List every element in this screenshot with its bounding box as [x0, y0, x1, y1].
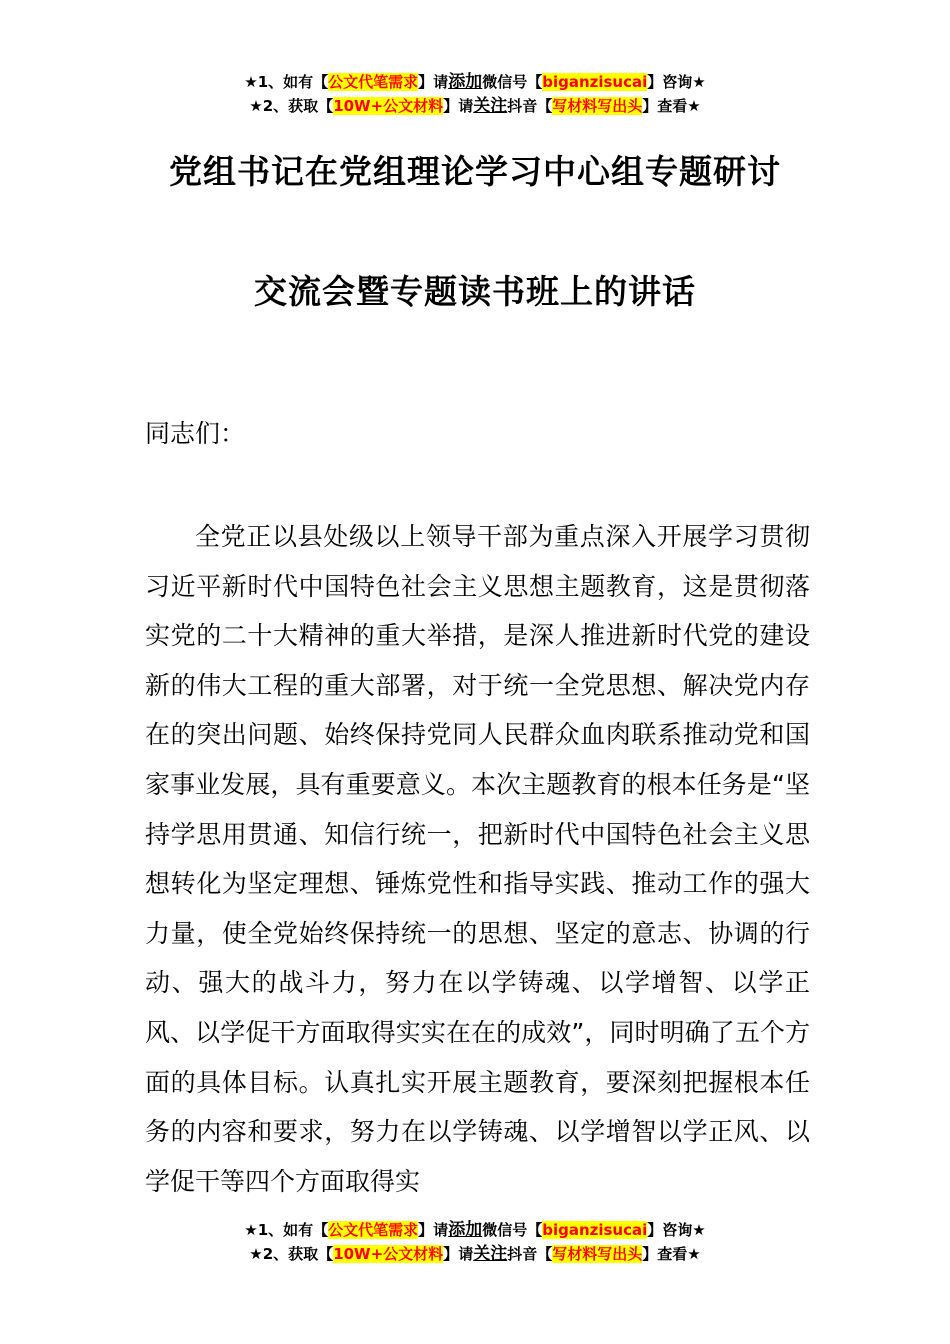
banner-text: 】咨询★ — [647, 73, 706, 91]
banner-line-1 — [0, 1218, 950, 1242]
banner-text: ★2、获取【 — [249, 1245, 334, 1263]
banner-text: 】请 — [443, 97, 474, 115]
banner-text: ★1、如有【 — [244, 73, 329, 91]
banner-line-1 — [0, 70, 950, 94]
banner-text: 】请 — [443, 1245, 474, 1263]
banner-text: 】咨询★ — [647, 1221, 706, 1239]
banner-highlight: biganzisucai — [542, 73, 648, 91]
header-banner — [0, 70, 950, 118]
banner-highlight: 公文代笔需求 — [328, 1221, 419, 1239]
banner-text: 抖音【 — [507, 1245, 553, 1263]
footer-banner — [0, 1218, 950, 1266]
banner-underline: 添加 — [448, 1220, 483, 1240]
banner-highlight: 10W+公文材料 — [333, 97, 444, 115]
banner-text: 微信号【 — [482, 1221, 543, 1239]
banner-text: 】请 — [418, 73, 449, 91]
banner-underline: 添加 — [448, 72, 483, 92]
banner-text: 抖音【 — [507, 97, 553, 115]
banner-text: 】请 — [418, 1221, 449, 1239]
banner-highlight: 10W+公文材料 — [333, 1245, 444, 1263]
banner-highlight: biganzisucai — [542, 1221, 648, 1239]
banner-line-2 — [0, 94, 950, 118]
banner-highlight: 写材料写出头 — [552, 97, 643, 115]
banner-text: ★2、获取【 — [249, 97, 334, 115]
banner-highlight: 公文代笔需求 — [328, 73, 419, 91]
document-title-line-2: 交流会暨专题读书班上的讲话 — [254, 272, 696, 311]
banner-underline: 关注 — [473, 96, 508, 116]
banner-text: 微信号【 — [482, 73, 543, 91]
banner-text: ★1、如有【 — [244, 1221, 329, 1239]
banner-highlight: 写材料写出头 — [552, 1245, 643, 1263]
salutation: 同志们： — [145, 419, 246, 448]
banner-line-2 — [0, 1242, 950, 1266]
body-paragraph: 全党正以县处级以上领导干部为重点深入开展学习贯彻习近平新时代中国特色社会主义思想主题教育，这是贯彻落实党的二十大精神的重大举措，是深人推进新时代党的建设新的伟大工程的重大部署，对于统一全党思想、解决党内存在的突出问题、始终保持党同人民群众血肉联系推动党和国家事业发展，具有重要意义。本次主题教育的根本任务是“坚持学思用贯通、知信行统一，把新时代中国特色社会主义思想转化为坚定理想、锤炼党性和指导实践、推动工作的强大力量，使全党始终保持统一的思想、坚定的意志、协调的行动、强大的战斗力，努力在以学铸魂、以学增智、以学正风、以学促干方面取得实实在在的成效”，同时明确了五个方面的具体目标。认真扎实开展主题教育，要深刻把握根本任务的内容和要求，努力在以学铸魂、以学增智以学正风、以学促干等四个方面取得实 — [145, 522, 810, 1196]
banner-text: 】查看★ — [642, 1245, 701, 1263]
banner-text: 】查看★ — [642, 97, 701, 115]
document-title-line-1: 党组书记在党组理论学习中心组专题研讨 — [169, 152, 781, 191]
banner-underline: 关注 — [473, 1244, 508, 1264]
